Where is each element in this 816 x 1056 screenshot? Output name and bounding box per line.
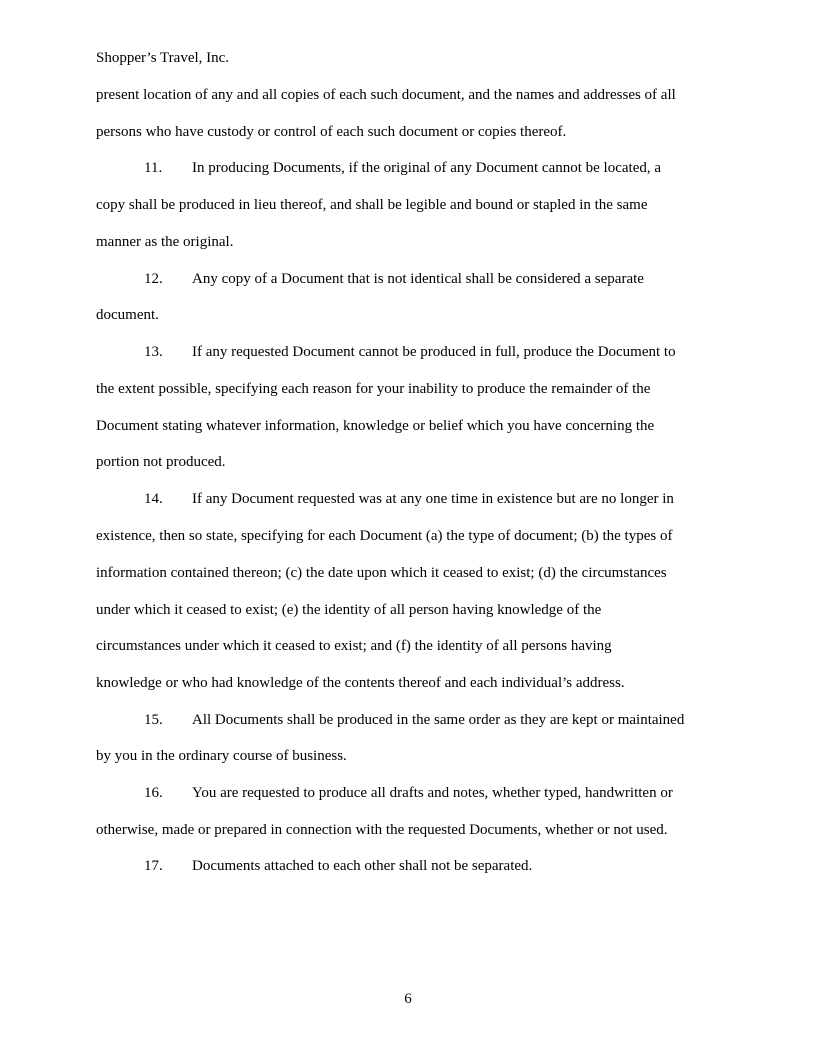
paragraph-first-line: In producing Documents, if the original of any Document cannot be located, a <box>192 160 662 176</box>
text-line: the extent possible, specifying each reason for your inability to produce the remainder of the <box>96 381 651 397</box>
paragraph-number: 16. <box>144 785 163 801</box>
text-line: manner as the original. <box>96 234 234 250</box>
text-line: under which it ceased to exist; (e) the identity of all person having knowledge of the <box>96 602 602 618</box>
text-line: Document stating whatever information, knowledge or belief which you have concerning the <box>96 418 655 434</box>
text-line: portion not produced. <box>96 454 226 470</box>
paragraph-number: 14. <box>144 491 163 507</box>
paragraph-first-line: Documents attached to each other shall not be separated. <box>192 858 533 874</box>
paragraph-first-line: If any Document requested was at any one time in existence but are no longer in <box>192 491 674 507</box>
paragraph-number: 12. <box>144 271 163 287</box>
text-line: present location of any and all copies of each such document, and the names and addresses of all <box>96 87 676 103</box>
paragraph-number: 13. <box>144 344 163 360</box>
paragraph-first-line: Any copy of a Document that is not identical shall be considered a separate <box>192 271 644 287</box>
text-line: circumstances under which it ceased to exist; and (f) the identity of all persons having <box>96 638 612 654</box>
text-line: by you in the ordinary course of business. <box>96 748 347 764</box>
text-line: copy shall be produced in lieu thereof, and shall be legible and bound or stapled in the same <box>96 197 648 213</box>
text-line: persons who have custody or control of each such document or copies thereof. <box>96 124 567 140</box>
paragraph-number: 15. <box>144 712 163 728</box>
text-line: document. <box>96 307 159 323</box>
paragraph-first-line: You are requested to produce all drafts and notes, whether typed, handwritten or <box>192 785 673 801</box>
text-line: information contained thereon; (c) the date upon which it ceased to exist; (d) the circumstances <box>96 565 667 581</box>
text-line: otherwise, made or prepared in connection with the requested Documents, whether or not used. <box>96 822 668 838</box>
running-header: Shopper’s Travel, Inc. <box>96 50 230 66</box>
paragraph-first-line: If any requested Document cannot be produced in full, produce the Document to <box>192 344 676 360</box>
page-number: 6 <box>404 991 412 1007</box>
paragraph-number: 11. <box>144 160 163 176</box>
paragraph-first-line: All Documents shall be produced in the same order as they are kept or maintained <box>192 712 685 728</box>
text-line: knowledge or who had knowledge of the contents thereof and each individual’s address. <box>96 675 625 691</box>
text-line: existence, then so state, specifying for each Document (a) the type of document; (b) the types of <box>96 528 673 544</box>
paragraph-number: 17. <box>144 858 163 874</box>
